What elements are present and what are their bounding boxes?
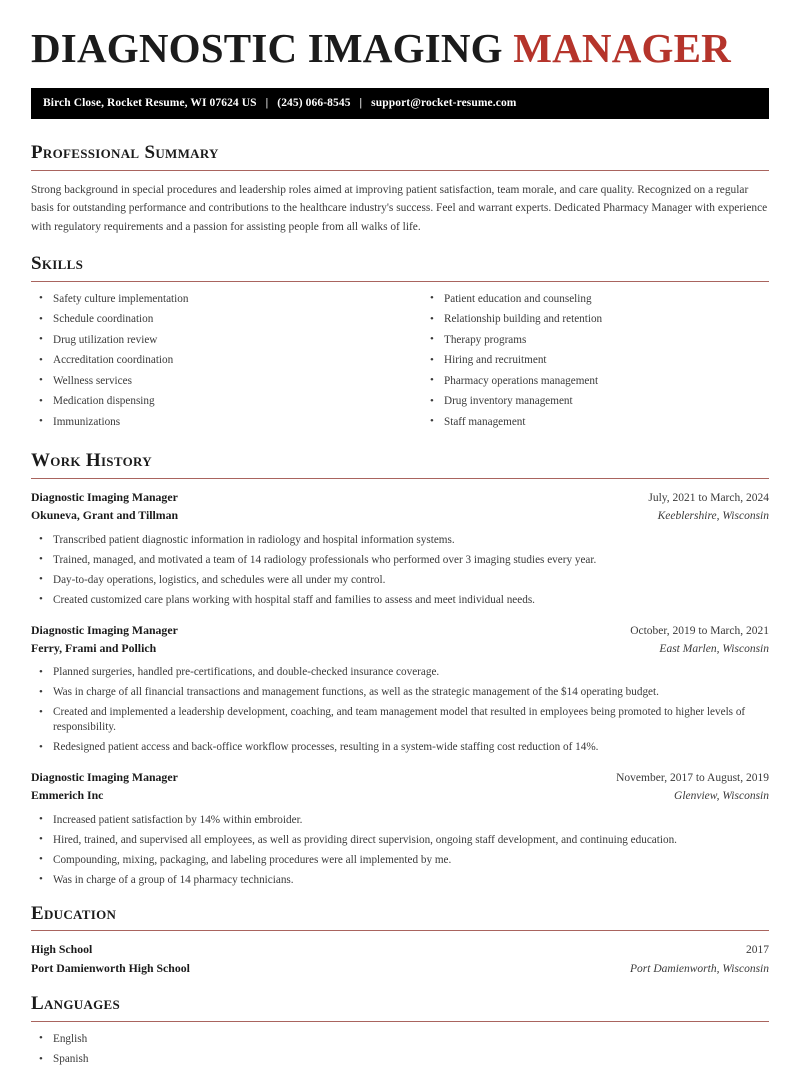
contact-phone[interactable]: (245) 066-8545 <box>277 96 351 109</box>
skills-column-left <box>31 292 400 436</box>
section-heading-skills: Skills <box>31 253 84 275</box>
work-entry <box>31 489 769 608</box>
section-work-history <box>31 449 769 887</box>
section-heading-work-history: Work History <box>31 450 152 472</box>
name-primary: DIAGNOSTIC IMAGING <box>31 25 503 71</box>
list-item: • Therapy programs <box>422 333 769 348</box>
job-title: Diagnostic Imaging Manager <box>31 622 178 637</box>
list-item: • Created and implemented a leadership development, coaching, and team management model that resulted in employees being promoted to higher levels of responsibility. <box>31 705 769 735</box>
section-education <box>31 902 769 978</box>
skills-list-right <box>422 292 769 430</box>
list-item: • Accreditation coordination <box>31 353 400 368</box>
list-item: • Planned surgeries, handled pre-certifications, and double-checked insurance coverage. <box>31 665 769 680</box>
summary-text: Strong background in special procedures and leadership roles aimed at improving patient satisfaction, team morale, and care quality. Recognized on a regular basis for outstanding performance and contributions to the healthcare industry's success. Feel and warrant experts. Dedicated Pharmacy Manager with experience with regulatory requirements and a passion for assisting people from all walks of life. <box>31 183 768 233</box>
job-location: Glenview, Wisconsin <box>674 790 769 803</box>
section-divider <box>31 930 769 931</box>
list-item: • Spanish <box>31 1052 769 1067</box>
work-entry-title-row <box>31 489 769 507</box>
section-divider <box>31 170 769 171</box>
work-entry-company-row <box>31 507 769 525</box>
job-dates: October, 2019 to March, 2021 <box>630 624 769 637</box>
company-name: Okuneva, Grant and Tillman <box>31 508 179 523</box>
contact-separator-1: | <box>265 96 269 109</box>
list-item: • English <box>31 1032 769 1047</box>
work-entry-company-row <box>31 640 769 658</box>
job-responsibilities <box>31 665 769 755</box>
list-item: • Transcribed patient diagnostic information in radiology and hospital information systems. <box>31 533 769 548</box>
job-dates: November, 2017 to August, 2019 <box>616 772 769 785</box>
degree-name: High School <box>31 942 93 957</box>
education-location: Port Damienworth, Wisconsin <box>630 962 769 975</box>
list-item: • Was in charge of all financial transactions and management functions, as well as the strategic management of the $14 operating budget. <box>31 685 769 700</box>
section-divider <box>31 281 769 282</box>
list-item: • Relationship building and retention <box>422 312 769 327</box>
list-item: • Wellness services <box>31 374 400 389</box>
job-title: Diagnostic Imaging Manager <box>31 770 178 785</box>
list-item: • Redesigned patient access and back-office workflow processes, resulting in a system-wide staffing cost reduction of 14%. <box>31 740 769 755</box>
list-item: • Staff management <box>422 415 769 430</box>
skills-column-right <box>400 292 769 436</box>
company-name: Ferry, Frami and Pollich <box>31 640 157 655</box>
list-item: • Patient education and counseling <box>422 292 769 307</box>
list-item: • Was in charge of a group of 14 pharmacy technicians. <box>31 873 769 888</box>
list-item: • Drug utilization review <box>31 333 400 348</box>
job-dates: July, 2021 to March, 2024 <box>648 492 769 505</box>
page-title <box>31 26 769 72</box>
contact-separator-2: | <box>359 96 363 109</box>
section-languages <box>31 992 769 1067</box>
education-school-row <box>31 960 769 978</box>
list-item: • Immunizations <box>31 415 400 430</box>
work-entry <box>31 622 769 756</box>
section-divider <box>31 1021 769 1022</box>
job-responsibilities <box>31 533 769 608</box>
list-item: • Created customized care plans working with hospital staff and families to assess and meet individual needs. <box>31 593 769 608</box>
list-item: • Day-to-day operations, logistics, and schedules were all under my control. <box>31 573 769 588</box>
list-item: • Medication dispensing <box>31 394 400 409</box>
list-item: • Schedule coordination <box>31 312 400 327</box>
job-location: East Marlen, Wisconsin <box>659 642 769 655</box>
section-professional-summary <box>31 141 769 236</box>
education-year: 2017 <box>746 944 769 957</box>
company-name: Emmerich Inc <box>31 788 104 803</box>
list-item: • Trained, managed, and motivated a team of 14 radiology professionals who performed over 3 imaging studies every year. <box>31 553 769 568</box>
list-item: • Increased patient satisfaction by 14% within embroider. <box>31 813 769 828</box>
list-item: • Safety culture implementation <box>31 292 400 307</box>
work-entry-title-row <box>31 622 769 640</box>
skills-list-left <box>31 292 400 430</box>
section-heading-summary: Professional Summary <box>31 141 219 163</box>
list-item: • Compounding, mixing, packaging, and labeling procedures were all implemented by me. <box>31 853 769 868</box>
list-item: • Hired, trained, and supervised all employees, as well as providing direct supervision, ongoing staff development, and continuing education. <box>31 833 769 848</box>
contact-bar <box>31 88 769 119</box>
section-skills <box>31 252 769 435</box>
education-degree-row <box>31 941 769 959</box>
school-name: Port Damienworth High School <box>31 960 190 975</box>
list-item: • Hiring and recruitment <box>422 353 769 368</box>
work-entry-company-row <box>31 787 769 805</box>
job-responsibilities <box>31 813 769 888</box>
education-entry <box>31 941 769 978</box>
section-heading-languages: Languages <box>31 992 121 1014</box>
contact-email[interactable]: support@rocket-resume.com <box>371 96 517 109</box>
name-accent: MANAGER <box>513 25 731 71</box>
list-item: • Drug inventory management <box>422 394 769 409</box>
work-entry <box>31 769 769 888</box>
work-entry-title-row <box>31 769 769 787</box>
list-item: • Pharmacy operations management <box>422 374 769 389</box>
section-divider <box>31 478 769 479</box>
section-heading-education: Education <box>31 902 117 924</box>
languages-list <box>31 1032 769 1067</box>
job-title: Diagnostic Imaging Manager <box>31 490 178 505</box>
skills-columns <box>31 292 769 436</box>
job-location: Keeblershire, Wisconsin <box>657 510 769 523</box>
contact-address: Birch Close, Rocket Resume, WI 07624 US <box>43 96 257 109</box>
